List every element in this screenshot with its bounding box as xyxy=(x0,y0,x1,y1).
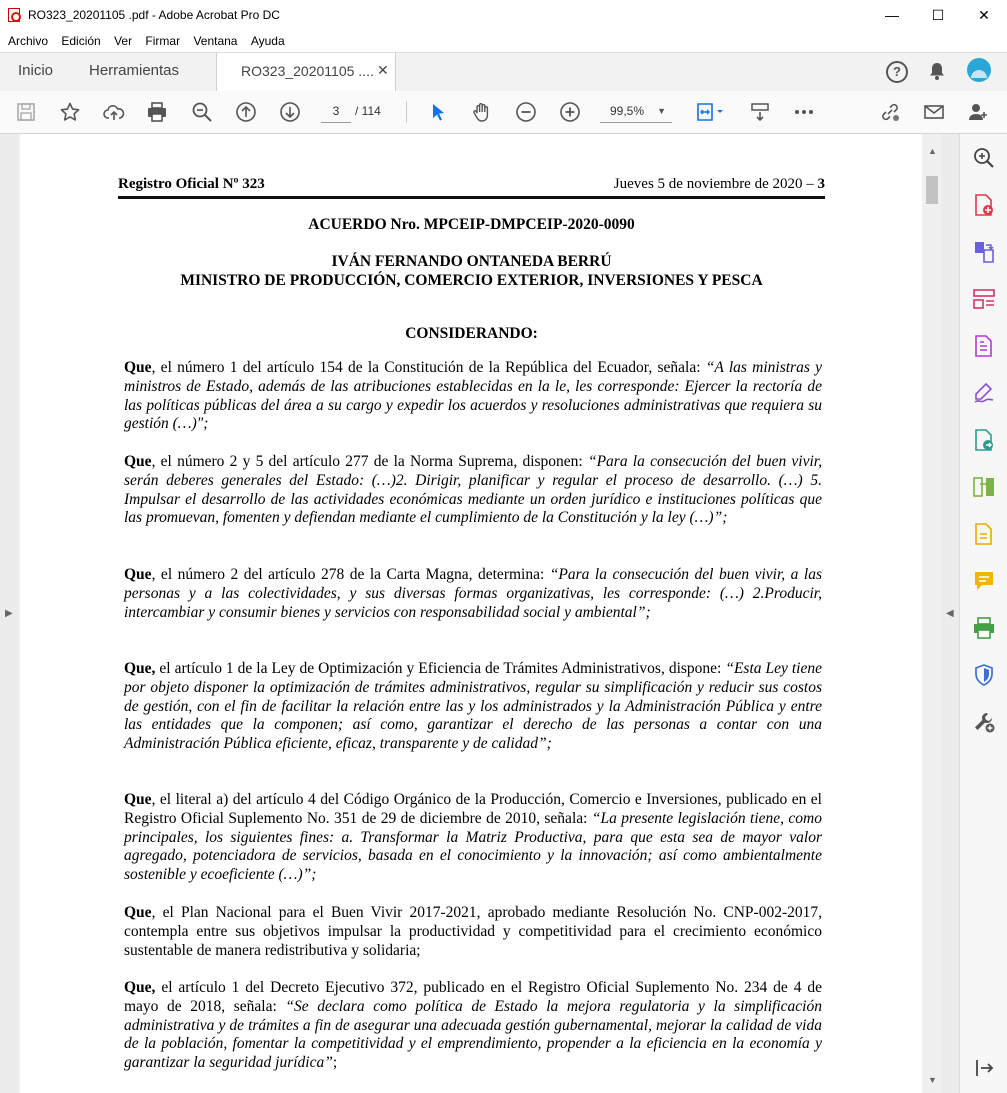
upload-cloud-icon[interactable] xyxy=(101,99,127,125)
window-title: RO323_20201105 .pdf - Adobe Acrobat Pro DC xyxy=(28,8,280,22)
menu-archivo[interactable]: Archivo xyxy=(8,34,49,48)
tab-bar xyxy=(0,52,1007,92)
menu-ayuda[interactable]: Ayuda xyxy=(250,34,285,48)
ministry-name: MINISTRO DE PRODUCCIÓN, COMERCIO EXTERIOR, INVERSIONES Y PESCA xyxy=(180,272,763,289)
maximize-button[interactable]: ☐ xyxy=(931,7,945,23)
page-header-date: Jueves 5 de noviembre de 2020 – xyxy=(613,176,814,192)
right-panel-toggle[interactable] xyxy=(941,134,959,1093)
export-pdf-icon[interactable] xyxy=(972,428,996,452)
toolbar xyxy=(0,91,1007,134)
title-bar xyxy=(0,0,1007,30)
page-number-input[interactable]: 3 xyxy=(321,100,351,123)
page-header-number: 3 xyxy=(817,176,825,192)
page-total: / 114 xyxy=(355,104,381,118)
minister-name: IVÁN FERNANDO ONTANEDA BERRÚ xyxy=(331,253,612,270)
fill-and-sign-icon[interactable] xyxy=(972,381,996,405)
scroll-up-icon[interactable]: ▲ xyxy=(928,146,937,156)
menu-firmar[interactable]: Firmar xyxy=(145,34,181,48)
tab-inicio[interactable]: Inicio xyxy=(18,62,54,79)
edit-pdf-icon[interactable] xyxy=(972,334,996,358)
considerando-paragraph: Que, el literal a) del artículo 4 del Código Orgánico de la Producción, Comercio e Inversiones, publicado en el Registro Oficial Suplemento No. 351 de 29 de diciembre de 2010, señala: “La presente legislación tiene, como principales, los siguientes fines: a. Transformar la Matriz Productiva, para que esta sea de mayor valor agregado, potenciadora de servicios, basada en el conocimiento y la innovación; así como ambientalmente sostenible y ecoeficiente (…)”; xyxy=(124,791,822,884)
tab-herramientas[interactable]: Herramientas xyxy=(89,62,180,79)
left-panel-toggle[interactable] xyxy=(0,134,18,1093)
notifications-bell-icon[interactable] xyxy=(928,61,946,81)
considerando-paragraph: Que, el artículo 1 de la Ley de Optimización y Eficiencia de Trámites Administrativos, dispone: “Esta Ley tiene por objeto disponer la optimización de trámites administrativos, regular su simplificación y reducir sus costos de gestión, con el fin de facilitar la relación entre las y los administrados y la Administración Pública y entre las entidades que la componen; así como, garantizar el derecho de las personas a contar con una Administración Pública eficiente, eficaz, transparente y de calidad”; xyxy=(124,660,822,753)
menu-bar xyxy=(0,30,1007,52)
next-page-icon[interactable] xyxy=(277,99,303,125)
save-icon[interactable] xyxy=(13,99,39,125)
send-for-review-icon[interactable] xyxy=(972,522,996,546)
chevron-down-icon: ▼ xyxy=(657,106,666,116)
select-cursor-icon[interactable] xyxy=(425,99,451,125)
bookmark-star-icon[interactable] xyxy=(57,99,83,125)
comment-icon[interactable] xyxy=(972,569,996,593)
scroll-mode-icon[interactable] xyxy=(747,99,773,125)
more-tools-icon[interactable] xyxy=(972,710,996,734)
document-page xyxy=(20,134,922,1093)
zoom-level-select[interactable] xyxy=(600,100,672,123)
considerando-paragraph: Que, el número 2 del artículo 278 de la Carta Magna, determina: “Para la consecución del buen vivir, a las personas y a las colectividades, y sus diversas formas organizativas, les corresponde: (…) 2.Producir, intercambiar y consumir bienes y servicios con responsabilidad social y ambiental”; xyxy=(124,566,823,621)
toolbar-divider xyxy=(406,101,407,123)
zoom-level-value: 99,5% xyxy=(610,104,645,118)
close-window-button[interactable]: ✕ xyxy=(978,7,990,23)
menu-edicion[interactable]: Edición xyxy=(61,34,101,48)
previous-page-icon[interactable] xyxy=(233,99,259,125)
acuerdo-title: ACUERDO Nro. MPCEIP-DMPCEIP-2020-0090 xyxy=(308,216,635,233)
expand-left-icon: ▶ xyxy=(5,608,13,619)
considerando-paragraph: Que, el Plan Nacional para el Buen Vivir 2017-2021, aprobado mediante Resolución No. CNP-002-2017, contempla entre sus objetivos impulsar la productividad y competitividad para el crecimiento económico sustentable de manera redistributiva y solidaria; xyxy=(124,904,822,959)
hand-tool-icon[interactable] xyxy=(469,99,495,125)
search-zoom-icon[interactable] xyxy=(972,146,996,170)
tools-pane xyxy=(959,134,1007,1093)
add-user-icon[interactable] xyxy=(965,99,991,125)
compare-files-icon[interactable] xyxy=(972,475,996,499)
acrobat-pdf-icon xyxy=(8,8,20,22)
print-production-icon[interactable] xyxy=(972,616,996,640)
tab-document[interactable] xyxy=(216,53,396,92)
zoom-in-icon[interactable] xyxy=(557,99,583,125)
close-tab-icon[interactable]: ✕ xyxy=(377,62,389,78)
create-pdf-icon[interactable] xyxy=(972,193,996,217)
zoom-search-icon[interactable] xyxy=(189,99,215,125)
help-icon[interactable]: ? xyxy=(886,61,908,83)
considerando-paragraph: Que, el número 1 del artículo 154 de la Constitución de la República del Ecuador, señala: “A las ministras y ministros de Estado, además de las atribuciones establecidas en la le, les corresponde: Ejercer la rectoría de las políticas públicas del área a su cargo y expedir los acuerdos y resoluciones administrativas que requiera su gestión (…)"; xyxy=(124,359,822,433)
print-icon[interactable] xyxy=(144,99,170,125)
scroll-down-icon[interactable]: ▼ xyxy=(928,1075,937,1085)
considerando-heading: CONSIDERANDO: xyxy=(405,325,538,342)
menu-ventana[interactable]: Ventana xyxy=(193,34,238,48)
scrollbar-thumb[interactable] xyxy=(926,176,938,204)
zoom-out-icon[interactable] xyxy=(513,99,539,125)
user-avatar[interactable] xyxy=(967,58,991,82)
protect-shield-icon[interactable] xyxy=(972,663,996,687)
vertical-scrollbar[interactable] xyxy=(923,134,941,1093)
organize-pages-icon[interactable] xyxy=(972,287,996,311)
page-header-right xyxy=(614,176,825,193)
collapse-pane-icon[interactable] xyxy=(972,1056,996,1080)
header-rule xyxy=(118,196,825,199)
email-icon[interactable] xyxy=(921,99,947,125)
considerando-paragraph: Que, el artículo 1 del Decreto Ejecutivo 372, publicado en el Registro Oficial Suplemento No. 234 de 4 de mayo de 2018, señala: “Se declara como política de Estado la mejora regulatoria y la simplificación administrativa y de trámites a fin de asegurar una adecuada gestión gubernamental, mejorar la calidad de vida de la población, fomentar la competitividad y el emprendimiento, propender a la eficiencia en la economía y garantizar la seguridad jurídica”; xyxy=(124,979,822,1072)
share-link-icon[interactable] xyxy=(877,99,903,125)
fit-page-icon[interactable] xyxy=(692,99,728,125)
more-options-icon[interactable] xyxy=(791,99,817,125)
considerando-paragraph: Que, el número 2 y 5 del artículo 277 de la Norma Suprema, disponen: “Para la consecución del buen vivir, serán deberes generales del Estado: (…)2. Dirigir, planificar y regular el proceso de desarrollo. (…) 5. Impulsar el desarrollo de las actividades económicas mediante un orden jurídico e instituciones políticas que las promuevan, fomenten y defiendan mediante el cumplimiento de la Constitución y la ley (…)”; xyxy=(124,453,822,527)
menu-ver[interactable]: Ver xyxy=(114,34,133,48)
collapse-right-icon: ◀ xyxy=(946,608,954,619)
minimize-button[interactable]: — xyxy=(885,7,899,23)
combine-files-icon[interactable] xyxy=(972,240,996,264)
document-tab-label: RO323_20201105 .... xyxy=(241,63,374,79)
page-header-left: Registro Oficial Nº 323 xyxy=(118,176,265,192)
